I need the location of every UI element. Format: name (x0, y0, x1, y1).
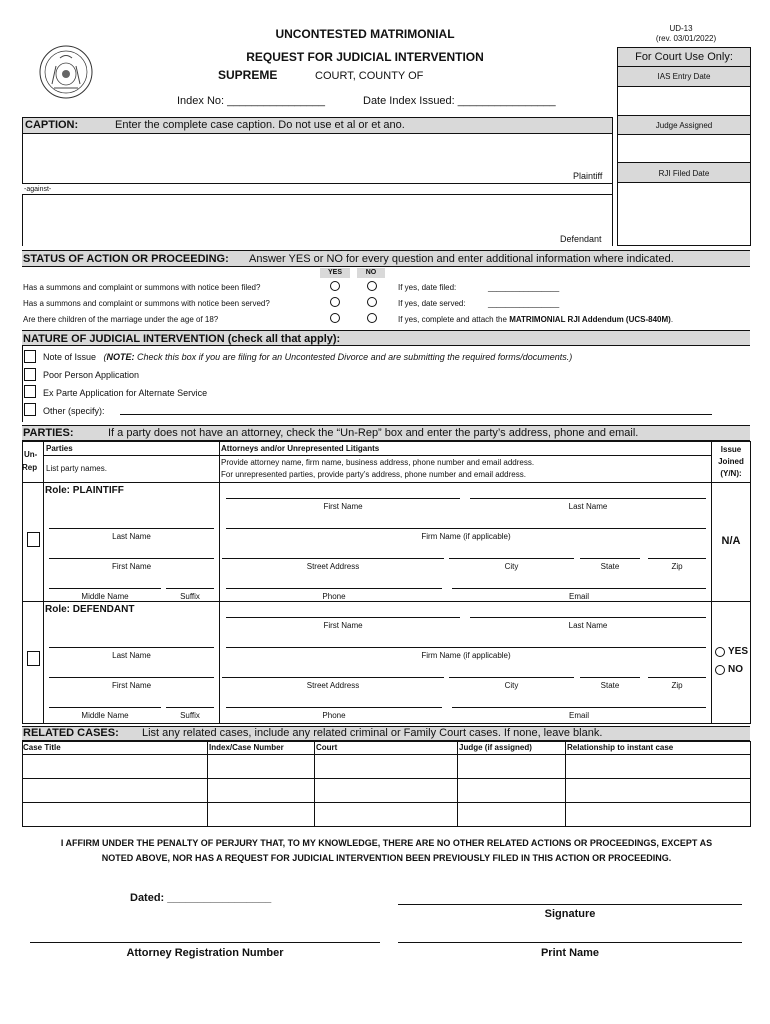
unrep-header-b: Rep (22, 463, 38, 472)
p-state-label: State (600, 562, 620, 571)
role-plaintiff: Role: PLAINTIFF (45, 485, 124, 496)
plaintiff-last-name-label: Last Name (112, 532, 151, 541)
plaintiff-suffix-label: Suffix (180, 592, 200, 601)
affirm-line1: I AFFIRM UNDER THE PENALTY OF PERJURY THAT, TO MY KNOWLEDGE, THERE ARE NO OTHER RELATED ACTIONS OR PROCEEDINGS, EXCEPT AS (60, 838, 713, 848)
form-revision: (rev. 03/01/2022) (655, 34, 717, 43)
other-specify-field[interactable] (120, 405, 712, 415)
q2-no-radio[interactable] (367, 297, 377, 307)
related-instruction: List any related cases, include any related criminal or Family Court cases. If none, leave blank. (142, 727, 603, 739)
signature-line[interactable] (398, 904, 742, 905)
related-label: RELATED CASES: (23, 727, 119, 739)
related-col-judge: Judge (if assigned) (459, 743, 532, 752)
note-bold: NOTE: (106, 352, 135, 362)
defendant-label: Defendant (560, 234, 602, 244)
q3-no-radio[interactable] (367, 313, 377, 323)
note-of-issue-label: Note of Issue (43, 352, 97, 362)
court-type: SUPREME (218, 68, 278, 82)
q2-extra: If yes, date served: (398, 299, 466, 308)
status-no-header: NO (357, 268, 385, 278)
parties-instruction: If a party does not have an attorney, check the “Un-Rep” box and enter the party’s address, phone and email. (108, 427, 639, 439)
d-state-label: State (600, 681, 620, 690)
state-seal (38, 44, 94, 100)
attorney-reg-line[interactable] (30, 942, 380, 943)
p-phone-label: Phone (322, 592, 346, 601)
issue-no-radio[interactable] (715, 665, 725, 675)
p-att-last-label: Last Name (568, 502, 608, 511)
parties-col-header: Parties (46, 444, 73, 453)
attorneys-col-sub2: For unrepresented parties, provide party’s address, phone number and email address. (221, 470, 526, 479)
signature-label: Signature (544, 908, 596, 920)
role-defendant: Role: DEFENDANT (45, 604, 135, 615)
form-code: UD-13 (669, 24, 693, 33)
defendant-last-name-label: Last Name (112, 651, 151, 660)
d-att-first-label: First Name (323, 621, 363, 630)
d-zip-label: Zip (671, 681, 683, 690)
d-email-label: Email (568, 711, 589, 720)
note-of-issue-checkbox[interactable] (24, 350, 36, 363)
caption-input[interactable] (23, 135, 611, 182)
d-firm-label: Firm Name (if applicable) (421, 651, 511, 660)
q1-date-field[interactable]: ________________ (488, 283, 560, 292)
index-no-field[interactable]: Index No: ________________ (177, 95, 326, 107)
issue-header-c: (Y/N): (720, 469, 742, 478)
q1-yes-radio[interactable] (330, 281, 340, 291)
p-street-label: Street Address (306, 562, 360, 571)
nature-label: NATURE OF JUDICIAL INTERVENTION (check all that apply): (23, 333, 341, 345)
attorney-reg-label: Attorney Registration Number (126, 947, 284, 959)
status-instruction: Answer YES or NO for every question and enter additional information where indicated. (249, 253, 674, 265)
against-label: -against- (24, 186, 52, 193)
court-county: COURT, COUNTY OF (315, 70, 424, 82)
note-of-issue-option (43, 352, 572, 362)
status-label: STATUS OF ACTION OR PROCEEDING: (23, 253, 229, 265)
poor-person-checkbox[interactable] (24, 368, 36, 381)
note-paren: ( (103, 352, 107, 362)
ex-parte-label: Ex Parte Application for Alternate Service (43, 388, 208, 398)
print-name-label: Print Name (540, 947, 600, 959)
parties-col-sub: List party names. (46, 464, 107, 473)
rji-filed-date-label: RJI Filed Date (618, 162, 750, 183)
q3-text: Are there children of the marriage under the age of 18? (23, 315, 219, 324)
seal-icon (38, 44, 94, 100)
issue-header-b: Joined (718, 457, 744, 466)
p-att-first-label: First Name (323, 502, 363, 511)
q1-extra: If yes, date filed: (398, 283, 457, 292)
q2-date-field[interactable]: ________________ (488, 299, 560, 308)
plaintiff-label: Plaintiff (573, 171, 603, 181)
d-att-last-label: Last Name (568, 621, 608, 630)
attorneys-col-sub1: Provide attorney name, firm name, business address, phone number and email address. (221, 458, 535, 467)
defendant-suffix-label: Suffix (180, 711, 200, 720)
caption-defendant-input[interactable] (23, 195, 611, 245)
related-col-relationship: Relationship to instant case (567, 743, 674, 752)
defendant-middle-name-label: Middle Name (81, 711, 129, 720)
plaintiff-first-name-label: First Name (111, 562, 152, 571)
q2-yes-radio[interactable] (330, 297, 340, 307)
ias-entry-date-label: IAS Entry Date (618, 67, 750, 87)
d-city-label: City (504, 681, 519, 690)
poor-person-label: Poor Person Application (43, 370, 140, 380)
note-text: Check this box if you are filing for an Uncontested Divorce and are submitting the required forms/documents.) (134, 352, 573, 362)
q3-extra (398, 315, 673, 324)
other-label: Other (specify): (43, 406, 105, 416)
defendant-unrep-checkbox[interactable] (27, 651, 40, 666)
status-yes-header: YES (320, 268, 350, 278)
unrep-header-a: Un- (24, 450, 38, 459)
related-col-court: Court (316, 743, 338, 752)
form-title: UNCONTESTED MATRIMONIAL (275, 27, 455, 41)
affirm-line2: NOTED ABOVE, NOR HAS A REQUEST FOR JUDICIAL INTERVENTION BEEN PREVIOUSLY FILED IN THIS ACTION OR PROCEEDING. (101, 853, 672, 863)
parties-label: PARTIES: (23, 427, 74, 439)
caption-label: CAPTION: (25, 119, 79, 131)
plaintiff-middle-name-label: Middle Name (81, 592, 129, 601)
p-firm-label: Firm Name (if applicable) (421, 532, 511, 541)
issue-no-label: NO (728, 664, 743, 675)
related-col-case-title: Case Title (23, 743, 61, 752)
addendum-ref: MATRIMONIAL RJI Addendum (UCS-840M) (509, 315, 671, 324)
plaintiff-unrep-checkbox[interactable] (27, 532, 40, 547)
q3-extra-text: If yes, complete and attach the (398, 315, 510, 324)
q2-text: Has a summons and complaint or summons with notice been served? (23, 299, 270, 308)
judge-assigned-label: Judge Assigned (618, 115, 750, 135)
form-subtitle: REQUEST FOR JUDICIAL INTERVENTION (246, 50, 484, 64)
q1-no-radio[interactable] (367, 281, 377, 291)
p-email-label: Email (568, 592, 589, 601)
plaintiff-issue-joined: N/A (721, 535, 741, 547)
issue-header-a: Issue (720, 445, 742, 454)
caption-instruction: Enter the complete case caption. Do not use et al or et ano. (115, 119, 405, 131)
print-name-line[interactable] (398, 942, 742, 943)
d-street-label: Street Address (306, 681, 360, 690)
q3-extra-end: . (670, 315, 674, 324)
q1-text: Has a summons and complaint or summons with notice been filed? (23, 283, 261, 292)
dated-field[interactable]: Dated: _________________ (130, 892, 272, 904)
defendant-first-name-label: First Name (111, 681, 152, 690)
issue-yes-radio[interactable] (715, 647, 725, 657)
related-col-index: Index/Case Number (209, 743, 284, 752)
attorneys-col-header: Attorneys and/or Unrepresented Litigants (221, 444, 380, 453)
court-use-title: For Court Use Only: (618, 48, 750, 67)
ex-parte-checkbox[interactable] (24, 385, 36, 398)
issue-yes-label: YES (728, 646, 749, 657)
p-zip-label: Zip (671, 562, 683, 571)
q3-yes-radio[interactable] (330, 313, 340, 323)
d-phone-label: Phone (322, 711, 346, 720)
date-index-issued-field[interactable]: Date Index Issued: ________________ (363, 95, 556, 107)
p-city-label: City (504, 562, 519, 571)
other-checkbox[interactable] (24, 403, 36, 416)
